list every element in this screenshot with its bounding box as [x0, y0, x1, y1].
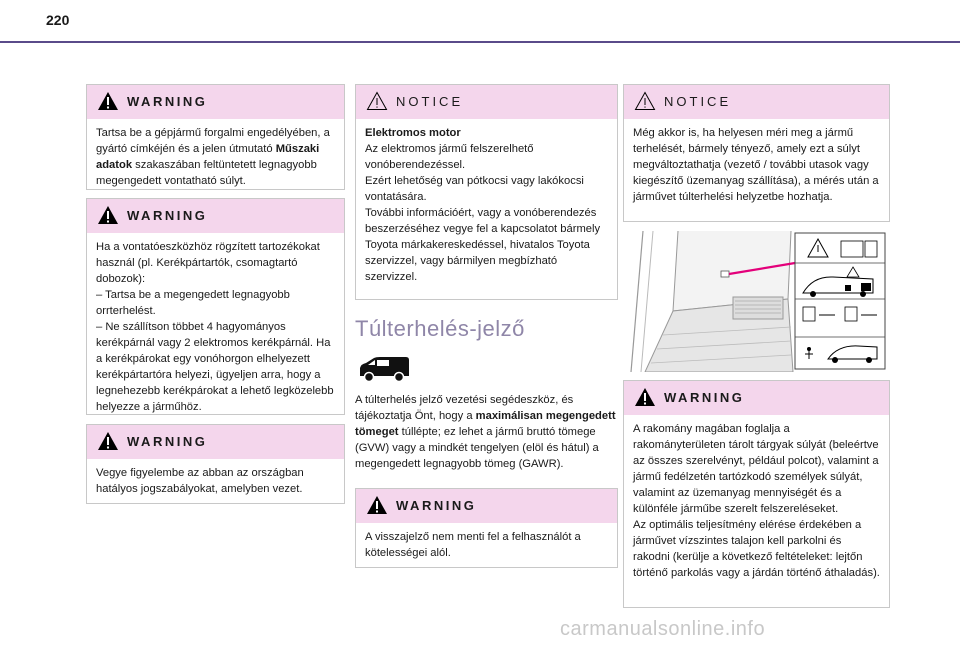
warning-triangle-icon: [97, 431, 119, 451]
warning-triangle-icon: [97, 91, 119, 111]
notice-triangle-icon: [634, 91, 656, 111]
warning-box-accessories: [86, 198, 345, 415]
notice-title: NOTICE: [396, 94, 464, 109]
load-label-illustration: [623, 231, 888, 372]
van-icon: [356, 354, 412, 384]
section-title: Túlterhelés-jelző: [355, 316, 525, 341]
notice-box-electric-motor: [355, 84, 618, 300]
bold-term: Műszaki adatok: [96, 143, 320, 171]
warning-text: A rakomány magában foglalja a rakományterületen tárolt tárgyak súlyát (beleértve az összes szerelvényt, például polcot), valamint a jármű fedélzetén tartózkodó személyek súlyát, valamint az üzemanyag mennyiségét és a különféle járműbe szerelt felszereléseket. Az optimális teljesítmény elérése érdekében a járművet vízszintes talajon kell parkolni és rakodni (kerülje a következő feltételeket: lejtőn történő parkolás vagy a járdán történő áthaladás).: [633, 423, 880, 579]
warning-triangle-icon: [366, 495, 388, 515]
warning-triangle-icon: [97, 205, 119, 225]
notice-text: [356, 119, 617, 293]
warning-box-indicator: [355, 488, 618, 568]
warning-title: WARNING: [664, 390, 745, 405]
warning-header: [87, 199, 344, 233]
overload-indicator-description: [355, 392, 617, 472]
warning-triangle-icon: [634, 387, 656, 407]
warning-text: [87, 119, 344, 197]
warning-box-cargo: [623, 380, 890, 608]
bold-term: Elektromos motor: [365, 127, 461, 139]
cargo-area-illustration: [623, 231, 888, 372]
notice-title: NOTICE: [664, 94, 732, 109]
page-number: 220: [46, 12, 70, 28]
warning-header: [87, 85, 344, 119]
warning-header: [87, 425, 344, 459]
text-part: túllépte; ez lehet a jármű bruttó tömege (GVW) vagy a mindkét tengelyen (elöl és hátul) a megengedett legnagyobb tömeg (GAWR).: [355, 426, 599, 470]
text-part: A túlterhelés jelző vezetési segédeszköz, és tájékoztatja Önt, hogy a: [355, 394, 574, 422]
watermark: carmanualsonline.info: [560, 618, 766, 640]
bold-term: maximálisan megengedett tömeget: [355, 410, 616, 438]
notice-box-load: [623, 84, 890, 222]
notice-header: [356, 85, 617, 119]
warning-text: A visszajelző nem menti fel a felhasználót a kötelességei alól.: [365, 531, 581, 559]
notice-header: [624, 85, 889, 119]
notice-triangle-icon: [366, 91, 388, 111]
warning-title: WARNING: [396, 498, 477, 513]
header-rule: [0, 41, 960, 43]
text-part: Tartsa be a gépjármű forgalmi engedélyében, a gyártó címkéjén és a jelen útmutató: [96, 127, 330, 155]
warning-box-regulations: [86, 424, 345, 504]
notice-text: Még akkor is, ha helyesen méri meg a jármű terhelését, bármely tényező, amely ezt a súlyt megváltoztathatja (vezető / további utasok vagy kiegészítő üzemanyag szállítása), a mérés után a járművet túlterhelési helyzetbe hozhatja.: [633, 127, 879, 203]
warning-box-towing-weight: [86, 84, 345, 190]
warning-title: WARNING: [127, 94, 208, 109]
warning-title: WARNING: [127, 434, 208, 449]
text-part: Az elektromos jármű felszerelhető vonóberendezéssel. Ezért lehetőség van pótkocsi vagy lakókocsi vontatására. További információért, vagy a vonóberendezés beszerzéséhez vegye fel a kapcsolatot bármely Toyota márkakereskedéssel, hivatalos Toyota szervizzel, vagy bármilyen megbízható szervizzel.: [365, 143, 601, 283]
warning-text: Ha a vontatóeszközhöz rögzített tartozékokat használ (pl. Kerékpártartók, csomagtartó dobozok): – Tartsa be a megengedett legnagyobb orrterhelést. – Ne szállítson többet 4 hagyományos kerékpárnál vagy 2 elektromos kerékpárnál. Ha a kerékpárokat egy vonóhorgon elhelyezett kerékpártartóra helyezi, ügyeljen arra, hogy a legnehezebb kerékpárokat a lehető legközelebb helyezze a járműhöz.: [96, 241, 334, 413]
text-part: szakaszában feltüntetett legnagyobb megengedett vontatható súlyt.: [96, 159, 317, 187]
warning-text: Vegye figyelembe az abban az országban hatályos jogszabályokat, amelyben vezet.: [96, 467, 304, 495]
warning-header: [356, 489, 617, 523]
warning-title: WARNING: [127, 208, 208, 223]
warning-header: [624, 381, 889, 415]
